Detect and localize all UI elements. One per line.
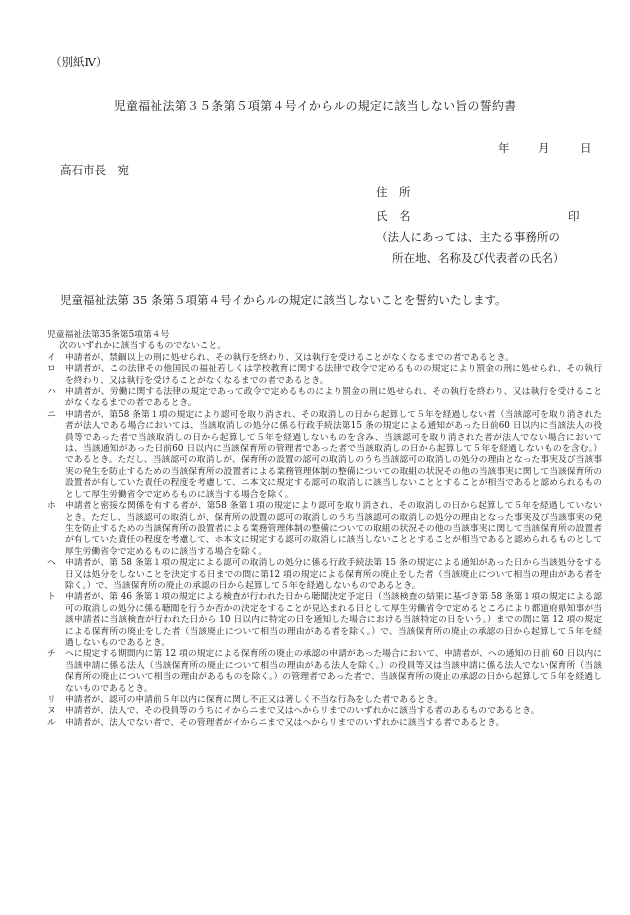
clause-item <box>47 364 602 387</box>
clause-item <box>47 706 602 717</box>
clause-text: 申請者が、第 46 条第１項の規定による検査が行われた日から聴聞決定予定日（当該検査の結果に基づき第 58 条第１項の規定による認可の取消しの処分に係る聴聞を行うか否かの決定をすることが見込まれる日として厚生労働省令で定めるところにより都道府県知事が当該申請者に当該検査が行われた日から 10 日以内に特定の日を通知した場合における当該特定の日をいう。）までの間に第 12 項の規定による保育所の廃止をした者（当該廃止について相当の理由がある者を除く。）で、当該保育所の廃止の承認の日から起算して５年を経過しないものであるとき。 <box>65 592 602 648</box>
article-heading: 児童福祉法第35条第5項第４号 <box>47 330 170 340</box>
clause-text: 申請者が、法人で、その役員等のうちにイからニまで又はヘからリまでのいずれかに該当する者のあるものであるとき。 <box>65 706 540 717</box>
clause-text: 申請者と密接な関係を有する者が、第58 条第１項の規定により認可を取り消され、その取消しの日から起算して５年を経過していないとき。ただし、当該認可の取消しが、保育所の設置の認可の取消しのうち当該認可の取消しの処分の理由となった事実及び当該事実の発生を防止するための当該保育所の設置者による業務管理体制の整備についての取組の状況その他の当該事実に関して当該保育所の設置者が有していた責任の程度を考慮して、ホ本文に規定する認可の取消しに該当しないこととすることが相当であると認められるものとして厚生労働省令で定めるものに該当する場合を除く。 <box>65 501 602 557</box>
date-month-label: 月 <box>538 141 550 155</box>
clause-text: 申請者が、禁錮以上の刑に処せられ、その執行を終わり、又は執行を受けることがなくなるまでの者であるとき。 <box>65 352 514 363</box>
clause-key: ニ <box>47 409 56 420</box>
clause-key: ヌ <box>47 706 56 717</box>
clause-list <box>47 353 602 729</box>
clause-key: ロ <box>47 364 56 375</box>
clause-item <box>47 353 602 364</box>
clause-text: 申請者が、第 58 条第１項の規定による認可の取消しの処分に係る行政手続法第 15 条の規定による通知があった日から当該処分をする日又は処分をしないことを決定する日までの間に第12 項の規定による保育所の廃止をした者（当該廃止について相当の理由がある者を除く。）で、当該保育所の廃止の承認の日から起算して５年を経過しないものであるとき。 <box>65 558 602 591</box>
annex-label: （別紙Ⅳ） <box>50 55 108 69</box>
clause-item <box>47 410 602 501</box>
clause-text: 申請者が、認可の申請前５年以内に保育に関し不正又は著しく不当な行為をした者であるとき。 <box>65 695 443 705</box>
article-intro: 次のいずれかに該当するものでないこと。 <box>59 341 227 352</box>
clause-key: リ <box>47 695 56 705</box>
clause-item <box>47 558 602 592</box>
seal-mark: 印 <box>568 209 580 223</box>
clause-text: 申請者が、法人でない者で、その管理者がイからニまで又はヘからリまでのいずれかに該当する者であるとき。 <box>65 717 505 728</box>
article-body <box>47 330 602 729</box>
clause-key: ル <box>47 717 56 728</box>
date-year-label: 年 <box>498 141 510 155</box>
clause-key: イ <box>47 352 56 363</box>
clause-text: 申請者が、この法律その他国民の福祉若しくは学校教育に関する法律で政令で定めるものの規定により罰金の刑に処せられ、その執行を終わり、又は執行を受けることがなくなるまでの者であるとき。 <box>65 364 602 386</box>
clause-item <box>47 501 602 558</box>
clause-item <box>47 695 602 706</box>
clause-item <box>47 592 602 649</box>
addressee: 高石市長 宛 <box>60 163 129 177</box>
clause-item <box>47 718 602 729</box>
name-label: 氏 名 <box>376 209 411 223</box>
corporate-note-line2: 所在地、名称及び代表者の氏名） <box>392 251 565 265</box>
date-day-label: 日 <box>580 141 592 155</box>
corporate-note-line1: （法人にあっては、主たる事務所の <box>376 230 560 244</box>
clause-key: チ <box>47 649 56 660</box>
clause-text: 申請者が、第58 条第１項の規定により認可を取り消され、その取消しの日から起算して５年を経過しない者（当該認可を取り消された者が法人である場合においては、当該取消しの処分に係る行政手続法第15 条の規定による通知があった日前60 日以内に当該法人の役員等であった者で当該取消しの日から起算して５年を経過しないものを含み、当該認可を取り消された者が法人でない場合においては、当該通知があった日前60 日以内に当該保育所の管理者であった者で当該取消しの日から起算して５年を経過しないものを含む。）であるとき。ただし、当該認可の取消しが、保育所の設置の認可の取消しのうち当該認可の取消しの処分の理由となった事実及び当該事実の発生を防止するための当該保育所の設置者による業務管理体制の整備についての取組の状況その他の当該事実に関して当該保育所の設置者が有していた責任の程度を考慮して、ニ本文に規定する認可の取消しに該当しないこととすることが相当であると認められるものとして厚生労働省令で定めるものに該当する場合を除く。 <box>65 409 602 500</box>
clause-item <box>47 649 602 695</box>
address-label: 住 所 <box>376 185 411 199</box>
clause-key: ホ <box>47 501 56 512</box>
clause-text: 申請者が、労働に関する法律の規定であって政令で定めるものにより罰金の刑に処せられ、その執行を終わり、又は執行を受けることがなくなるまでの者であるとき。 <box>65 387 602 409</box>
clause-item <box>47 387 602 410</box>
document-title: 児童福祉法第３５条第５項第４号イからルの規定に該当しない旨の誓約書 <box>113 99 517 113</box>
clause-key: ハ <box>47 387 56 398</box>
clause-text: ヘに規定する期間内に第 12 項の規定による保育所の廃止の承認の申請があった場合において、申請者が、ヘの通知の日前 60 日以内に当該申請に係る法人（当該保育所の廃止について相当の理由がある法人を除く。）の役員等又は当該申請に係る法人でない保育所（当該保育所の廃止について相当の理由があるものを除く。）の管理者であった者で、当該保育所の廃止の承認の日から起算して５年を経過しないものであるとき。 <box>65 649 602 694</box>
pledge-statement: 児童福祉法第 35 条第５項第４号イからルの規定に該当しないことを誓約いたします。 <box>60 293 507 307</box>
clause-key: ト <box>47 592 56 603</box>
clause-key: ヘ <box>47 558 56 569</box>
